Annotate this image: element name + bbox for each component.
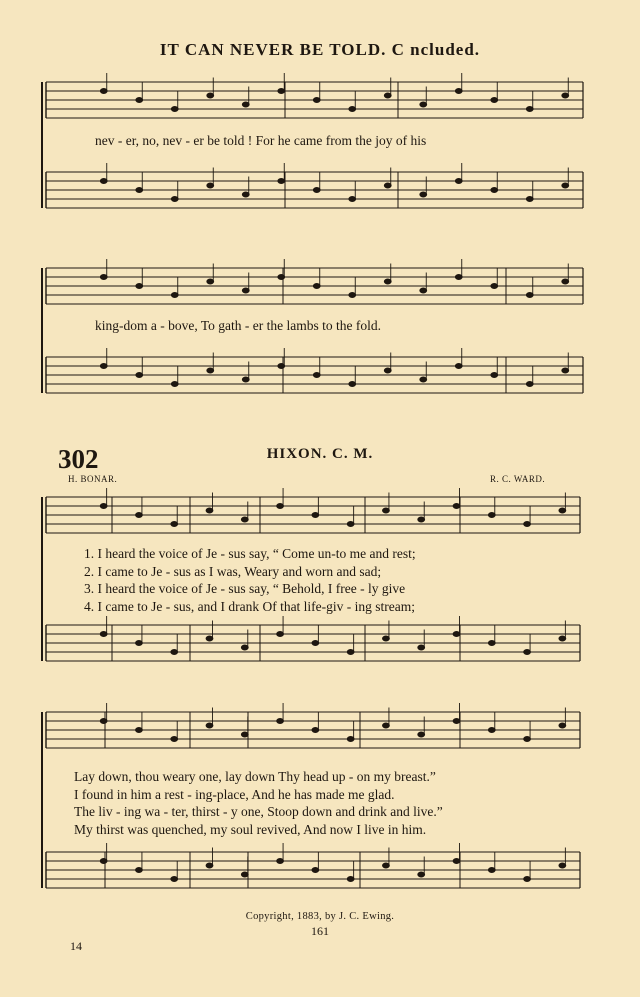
note-head xyxy=(526,293,533,298)
note-head xyxy=(206,636,213,641)
note-head xyxy=(100,364,107,369)
hymn-author: H. BONAR. xyxy=(68,474,118,484)
note-head xyxy=(278,364,285,369)
note-head xyxy=(491,98,498,103)
note-head xyxy=(455,179,462,184)
note-head xyxy=(171,382,178,387)
note-head xyxy=(384,183,391,188)
note-head xyxy=(100,275,107,280)
note-head xyxy=(488,868,495,873)
note-head xyxy=(524,877,531,882)
verse-line: 1. I heard the voice of Je - sus say, “ Come un-to me and rest; xyxy=(84,546,416,561)
note-head xyxy=(488,641,495,646)
note-head xyxy=(418,732,425,737)
note-head xyxy=(207,279,214,284)
note-head xyxy=(559,508,566,513)
note-head xyxy=(453,504,460,509)
note-head xyxy=(207,93,214,98)
note-head xyxy=(136,641,143,646)
note-head xyxy=(277,632,284,637)
note-head xyxy=(562,183,569,188)
note-head xyxy=(349,107,356,112)
signature-mark: 14 xyxy=(70,939,82,953)
note-head xyxy=(383,723,390,728)
note-head xyxy=(171,522,178,527)
verse-line: 3. I heard the voice of Je - sus say, “ Behold, I free - ly give xyxy=(84,581,406,596)
verse-line: The liv - ing wa - ter, thirst - y one, Stoop down and drink and live.” xyxy=(74,804,443,819)
note-head xyxy=(418,872,425,877)
note-head xyxy=(241,872,248,877)
note-head xyxy=(562,93,569,98)
note-head xyxy=(312,641,319,646)
hymn-number: 302 xyxy=(58,444,99,474)
note-head xyxy=(383,863,390,868)
note-head xyxy=(349,293,356,298)
note-head xyxy=(347,877,354,882)
note-head xyxy=(206,723,213,728)
note-head xyxy=(420,192,427,197)
note-head xyxy=(562,368,569,373)
verse-line: 2. I came to Je - sus as I was, Weary and worn and sad; xyxy=(84,563,382,579)
note-head xyxy=(526,107,533,112)
note-head xyxy=(313,284,320,289)
note-head xyxy=(347,737,354,742)
note-head xyxy=(100,504,107,509)
note-head xyxy=(418,517,425,522)
note-head xyxy=(207,368,214,373)
note-head xyxy=(136,373,143,378)
note-head xyxy=(136,868,143,873)
note-head xyxy=(206,508,213,513)
lyric-line-2: king-dom a - bove, To gath - er the lambs to the fold. xyxy=(95,318,381,333)
note-head xyxy=(384,93,391,98)
note-head xyxy=(524,737,531,742)
note-head xyxy=(453,632,460,637)
note-head xyxy=(241,517,248,522)
note-head xyxy=(349,382,356,387)
note-head xyxy=(559,723,566,728)
note-head xyxy=(384,368,391,373)
note-head xyxy=(562,279,569,284)
note-head xyxy=(278,179,285,184)
note-head xyxy=(278,89,285,94)
note-head xyxy=(312,513,319,518)
note-head xyxy=(242,192,249,197)
note-head xyxy=(455,89,462,94)
note-head xyxy=(100,179,107,184)
hymn-title: HIXON. C. M. xyxy=(266,446,374,462)
note-head xyxy=(241,645,248,650)
verses-top xyxy=(84,545,416,615)
note-head xyxy=(171,877,178,882)
note-head xyxy=(559,636,566,641)
note-head xyxy=(241,732,248,737)
note-head xyxy=(526,197,533,202)
note-head xyxy=(313,373,320,378)
note-head xyxy=(420,102,427,107)
verse-line: I found in him a rest - ing-place, And he has made me glad. xyxy=(74,786,395,802)
note-head xyxy=(491,188,498,193)
note-head xyxy=(491,284,498,289)
note-head xyxy=(524,522,531,527)
note-head xyxy=(242,288,249,293)
note-head xyxy=(206,863,213,868)
note-head xyxy=(171,737,178,742)
note-head xyxy=(313,188,320,193)
note-head xyxy=(455,364,462,369)
verse-line: My thirst was quenched, my soul revived, And now I live in him. xyxy=(74,821,427,837)
verse-line: Lay down, thou weary one, lay down Thy head up - on my breast.” xyxy=(74,769,436,784)
note-head xyxy=(453,859,460,864)
note-head xyxy=(524,650,531,655)
note-head xyxy=(100,859,107,864)
note-head xyxy=(488,728,495,733)
note-head xyxy=(347,522,354,527)
note-head xyxy=(420,288,427,293)
note-head xyxy=(136,188,143,193)
note-head xyxy=(418,645,425,650)
note-head xyxy=(559,863,566,868)
lyric-line-1: nev - er, no, nev - er be told ! For he came from the joy of his xyxy=(95,133,427,148)
note-head xyxy=(277,504,284,509)
note-head xyxy=(453,719,460,724)
note-head xyxy=(100,89,107,94)
note-head xyxy=(349,197,356,202)
note-head xyxy=(312,728,319,733)
note-head xyxy=(313,98,320,103)
note-head xyxy=(312,868,319,873)
note-head xyxy=(171,293,178,298)
note-head xyxy=(383,636,390,641)
note-head xyxy=(242,102,249,107)
hymn-composer: R. C. WARD. xyxy=(490,474,546,484)
note-head xyxy=(100,632,107,637)
note-head xyxy=(383,508,390,513)
note-head xyxy=(171,650,178,655)
note-head xyxy=(526,382,533,387)
note-head xyxy=(277,859,284,864)
note-head xyxy=(100,719,107,724)
page-number: 161 xyxy=(311,924,329,938)
note-head xyxy=(491,373,498,378)
continued-title: IT CAN NEVER BE TOLD. C ncluded. xyxy=(159,40,481,59)
note-head xyxy=(136,728,143,733)
note-head xyxy=(171,107,178,112)
note-head xyxy=(136,513,143,518)
note-head xyxy=(347,650,354,655)
verses-bottom xyxy=(74,768,443,838)
note-head xyxy=(455,275,462,280)
note-head xyxy=(488,513,495,518)
note-head xyxy=(384,279,391,284)
copyright: Copyright, 1883, by J. C. Ewing. xyxy=(245,911,395,922)
note-head xyxy=(278,275,285,280)
note-head xyxy=(207,183,214,188)
note-head xyxy=(171,197,178,202)
note-head xyxy=(277,719,284,724)
note-head xyxy=(136,98,143,103)
note-head xyxy=(136,284,143,289)
note-head xyxy=(420,377,427,382)
note-head xyxy=(242,377,249,382)
verse-line: 4. I came to Je - sus, and I drank Of that life-giv - ing stream; xyxy=(84,598,416,614)
